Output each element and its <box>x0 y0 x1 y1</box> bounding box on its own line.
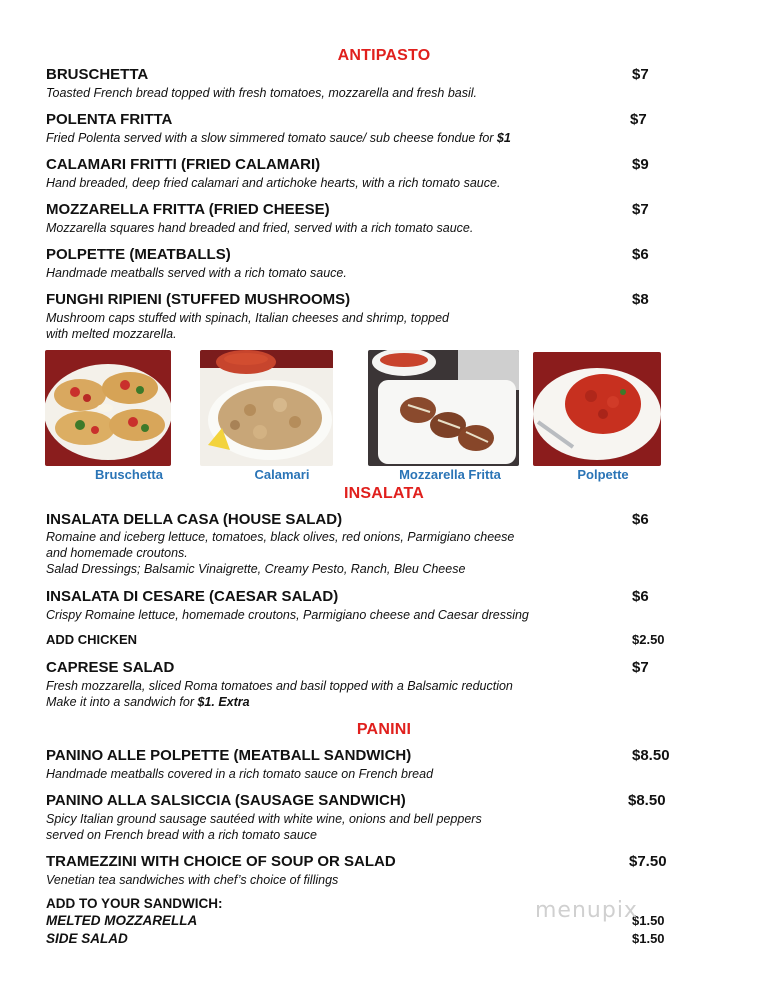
photo-caption: Bruschetta <box>95 467 163 482</box>
item-name: MOZZARELLA FRITTA (FRIED CHEESE) <box>46 201 330 218</box>
section-title-antipasto: ANTIPASTO <box>337 47 431 64</box>
addon-price: $1.50 <box>632 931 665 946</box>
section-title-insalata: INSALATA <box>343 485 425 502</box>
item-desc: Handmade meatballs served with a rich tomato sauce. <box>46 266 347 280</box>
item-name: PANINO ALLA SALSICCIA (SAUSAGE SANDWICH) <box>46 792 406 809</box>
item-desc: Romaine and iceberg lettuce, tomatoes, black olives, red onions, Parmigiano cheese <box>46 530 515 544</box>
addon-name: SIDE SALAD <box>46 931 128 946</box>
item-price: $9 <box>632 156 649 173</box>
photo-caption: Mozzarella Fritta <box>399 467 501 482</box>
item-name: CAPRESE SALAD <box>46 659 175 676</box>
photo-caption: Calamari <box>254 467 310 482</box>
addon-name: MELTED MOZZARELLA <box>46 913 198 928</box>
item-desc: Salad Dressings; Balsamic Vinaigrette, Creamy Pesto, Ranch, Bleu Cheese <box>46 562 466 576</box>
item-desc: served on French bread with a rich tomato sauce <box>46 828 317 842</box>
item-name: BRUSCHETTA <box>46 66 149 83</box>
item-name: POLENTA FRITTA <box>46 111 173 128</box>
item-price: $7 <box>632 201 649 218</box>
item-desc: Make it into a sandwich for $1. Extra <box>46 695 250 709</box>
menupix-watermark: menupix <box>535 898 638 923</box>
item-name: PANINO ALLE POLPETTE (MEATBALL SANDWICH) <box>46 747 412 764</box>
item-price: $6 <box>632 588 649 605</box>
item-name: INSALATA DELLA CASA (HOUSE SALAD) <box>46 511 343 528</box>
item-price: $7.50 <box>629 853 667 870</box>
item-name: FUNGHI RIPIENI (STUFFED MUSHROOMS) <box>46 291 351 308</box>
item-price: $7 <box>632 66 649 83</box>
desc-bold-price: $1 <box>496 131 511 145</box>
item-name: POLPETTE (MEATBALLS) <box>46 246 231 263</box>
item-price: $8 <box>632 291 649 308</box>
item-price: $6 <box>632 511 649 528</box>
item-desc: Venetian tea sandwiches with chef’s choice of fillings <box>46 873 339 887</box>
item-price: $6 <box>632 246 649 263</box>
addons-title: ADD TO YOUR SANDWICH: <box>46 896 223 911</box>
addon-price: $1.50 <box>632 913 665 928</box>
item-desc: Spicy Italian ground sausage sautéed with white wine, onions and bell peppers <box>46 812 482 826</box>
item-desc: Mozzarella squares hand breaded and fried, served with a rich tomato sauce. <box>46 221 474 235</box>
photo-caption: Polpette <box>577 467 629 482</box>
addon-price: $2.50 <box>632 632 665 647</box>
item-name: CALAMARI FRITTI (FRIED CALAMARI) <box>46 156 321 173</box>
desc-bold-price: $1. Extra <box>197 695 250 709</box>
item-desc: Hand breaded, deep fried calamari and artichoke hearts, with a rich tomato sauce. <box>46 176 501 190</box>
item-desc: Crispy Romaine lettuce, homemade croutons, Parmigiano cheese and Caesar dressing <box>46 608 529 622</box>
item-name: INSALATA DI CESARE (CAESAR SALAD) <box>46 588 339 605</box>
item-price: $7 <box>630 111 647 128</box>
item-price: $7 <box>632 659 649 676</box>
item-desc: Fried Polenta served with a slow simmered tomato sauce/ sub cheese fondue for $1 <box>46 131 511 145</box>
mozzarella-fritta-photo <box>368 350 519 466</box>
section-title-panini: PANINI <box>356 721 412 738</box>
calamari-photo <box>200 350 333 466</box>
item-name: TRAMEZZINI WITH CHOICE OF SOUP OR SALAD <box>46 853 396 870</box>
item-desc: Handmade meatballs covered in a rich tomato sauce on French bread <box>46 767 434 781</box>
addon-name: ADD CHICKEN <box>46 632 137 647</box>
item-desc: Mushroom caps stuffed with spinach, Italian cheeses and shrimp, topped <box>46 311 449 325</box>
item-price: $8.50 <box>628 792 666 809</box>
item-desc: Toasted French bread topped with fresh tomatoes, mozzarella and fresh basil. <box>46 86 478 100</box>
polpette-photo <box>533 352 661 466</box>
bruschetta-photo <box>45 350 171 466</box>
item-price: $8.50 <box>632 747 670 764</box>
item-desc: Fresh mozzarella, sliced Roma tomatoes and basil topped with a Balsamic reduction <box>46 679 513 693</box>
item-desc: and homemade croutons. <box>46 546 188 560</box>
item-desc: with melted mozzarella. <box>46 327 177 341</box>
